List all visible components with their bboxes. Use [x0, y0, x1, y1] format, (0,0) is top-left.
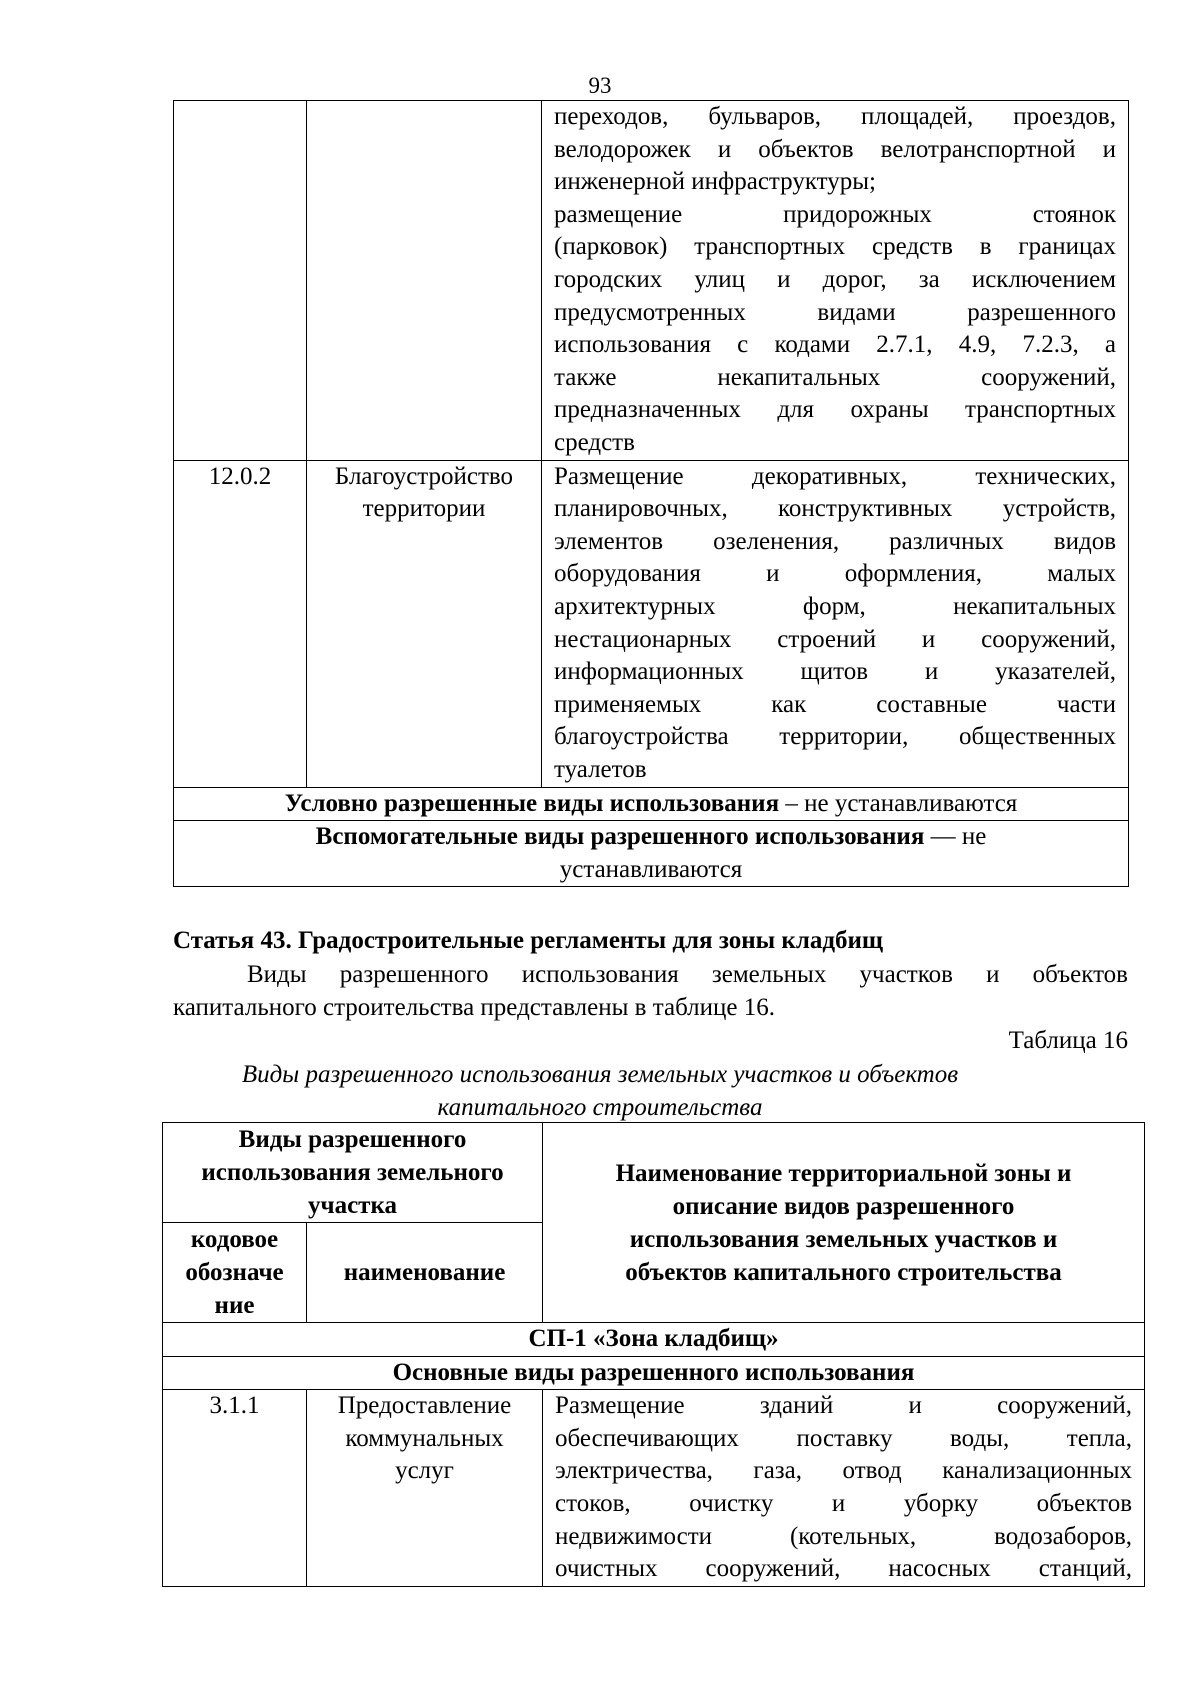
auxiliary-uses-row	[174, 821, 1129, 887]
table-label: Таблица 16	[1008, 1027, 1128, 1054]
zone-row	[163, 1323, 1145, 1357]
description-cell: Размещение декоративных, технических, планировочных, конструктивных устройств, элементов озеленения, различных видов оборудования и оформления, малых архитектурных форм, некапитальных нестационарных строений и сооружений, информационных щитов и указателей, применяемых как составные части благоустройства территории, общественных туалетов	[542, 460, 1129, 787]
code-cell	[174, 101, 307, 461]
article-heading: Статья 43. Градостроительные регламенты для зоны кладбищ	[173, 927, 883, 954]
table-caption: Виды разрешенного использования земельных участков и объектов капитального строительства	[241, 1061, 959, 1121]
auxiliary-uses-cell: Вспомогательные виды разрешенного использования — не устанавливаются	[174, 821, 1129, 887]
main-uses-cell: Основные виды разрешенного использования	[163, 1356, 1145, 1390]
description-cell: переходов, бульваров, площадей, проездов, велодорожек и объектов велотранспортной и инженерной инфраструктуры; размещение придорожных стоянок (парковок) транспортных средств в границах городских улиц и дорог, за исключением предусмотренных видами разрешенного использования с кодами 2.7.1, 4.9, 7.2.3, а также некапитальных сооружений, предназначенных для охраны транспортных средств	[542, 101, 1129, 461]
table-row	[174, 460, 1129, 787]
page-number: 93	[588, 73, 612, 98]
name-cell	[307, 101, 542, 461]
header-row	[163, 1123, 1145, 1223]
table-row	[163, 1390, 1145, 1587]
conditional-uses-cell: Условно разрешенные виды использования – не устанавливаются	[174, 787, 1129, 821]
main-uses-row	[163, 1356, 1145, 1390]
name-cell: Благоустройство территории	[307, 460, 542, 787]
article-paragraph: Виды разрешенного использования земельных участков и объектов капитального строительства представлены в таблице 16.	[173, 961, 1128, 1021]
description-cell: Размещение зданий и сооружений, обеспечивающих поставку воды, тепла, электричества, газа, отвод канализационных стоков, очистку и уборку объектов недвижимости (котельных, водозаборов, очистных сооружений, насосных станций,	[543, 1390, 1145, 1587]
code-cell: 3.1.1	[163, 1390, 307, 1587]
land-use-table-continued	[173, 100, 1129, 887]
header-description-cell: Наименование территориальной зоны и описание видов разрешенного использования земельных участков и объектов капитального строительства	[543, 1123, 1145, 1323]
name-cell: Предоставление коммунальных услуг	[307, 1390, 543, 1587]
conditional-uses-row	[174, 787, 1129, 821]
land-use-table-16	[162, 1122, 1145, 1587]
header-group-cell: Виды разрешенного использования земельного участка	[163, 1123, 543, 1223]
code-cell: 12.0.2	[174, 460, 307, 787]
header-code-cell: кодовое обозначе ние	[163, 1223, 307, 1323]
table-row	[174, 101, 1129, 461]
header-name-cell: наименование	[307, 1223, 543, 1323]
zone-cell: СП-1 «Зона кладбищ»	[163, 1323, 1145, 1357]
